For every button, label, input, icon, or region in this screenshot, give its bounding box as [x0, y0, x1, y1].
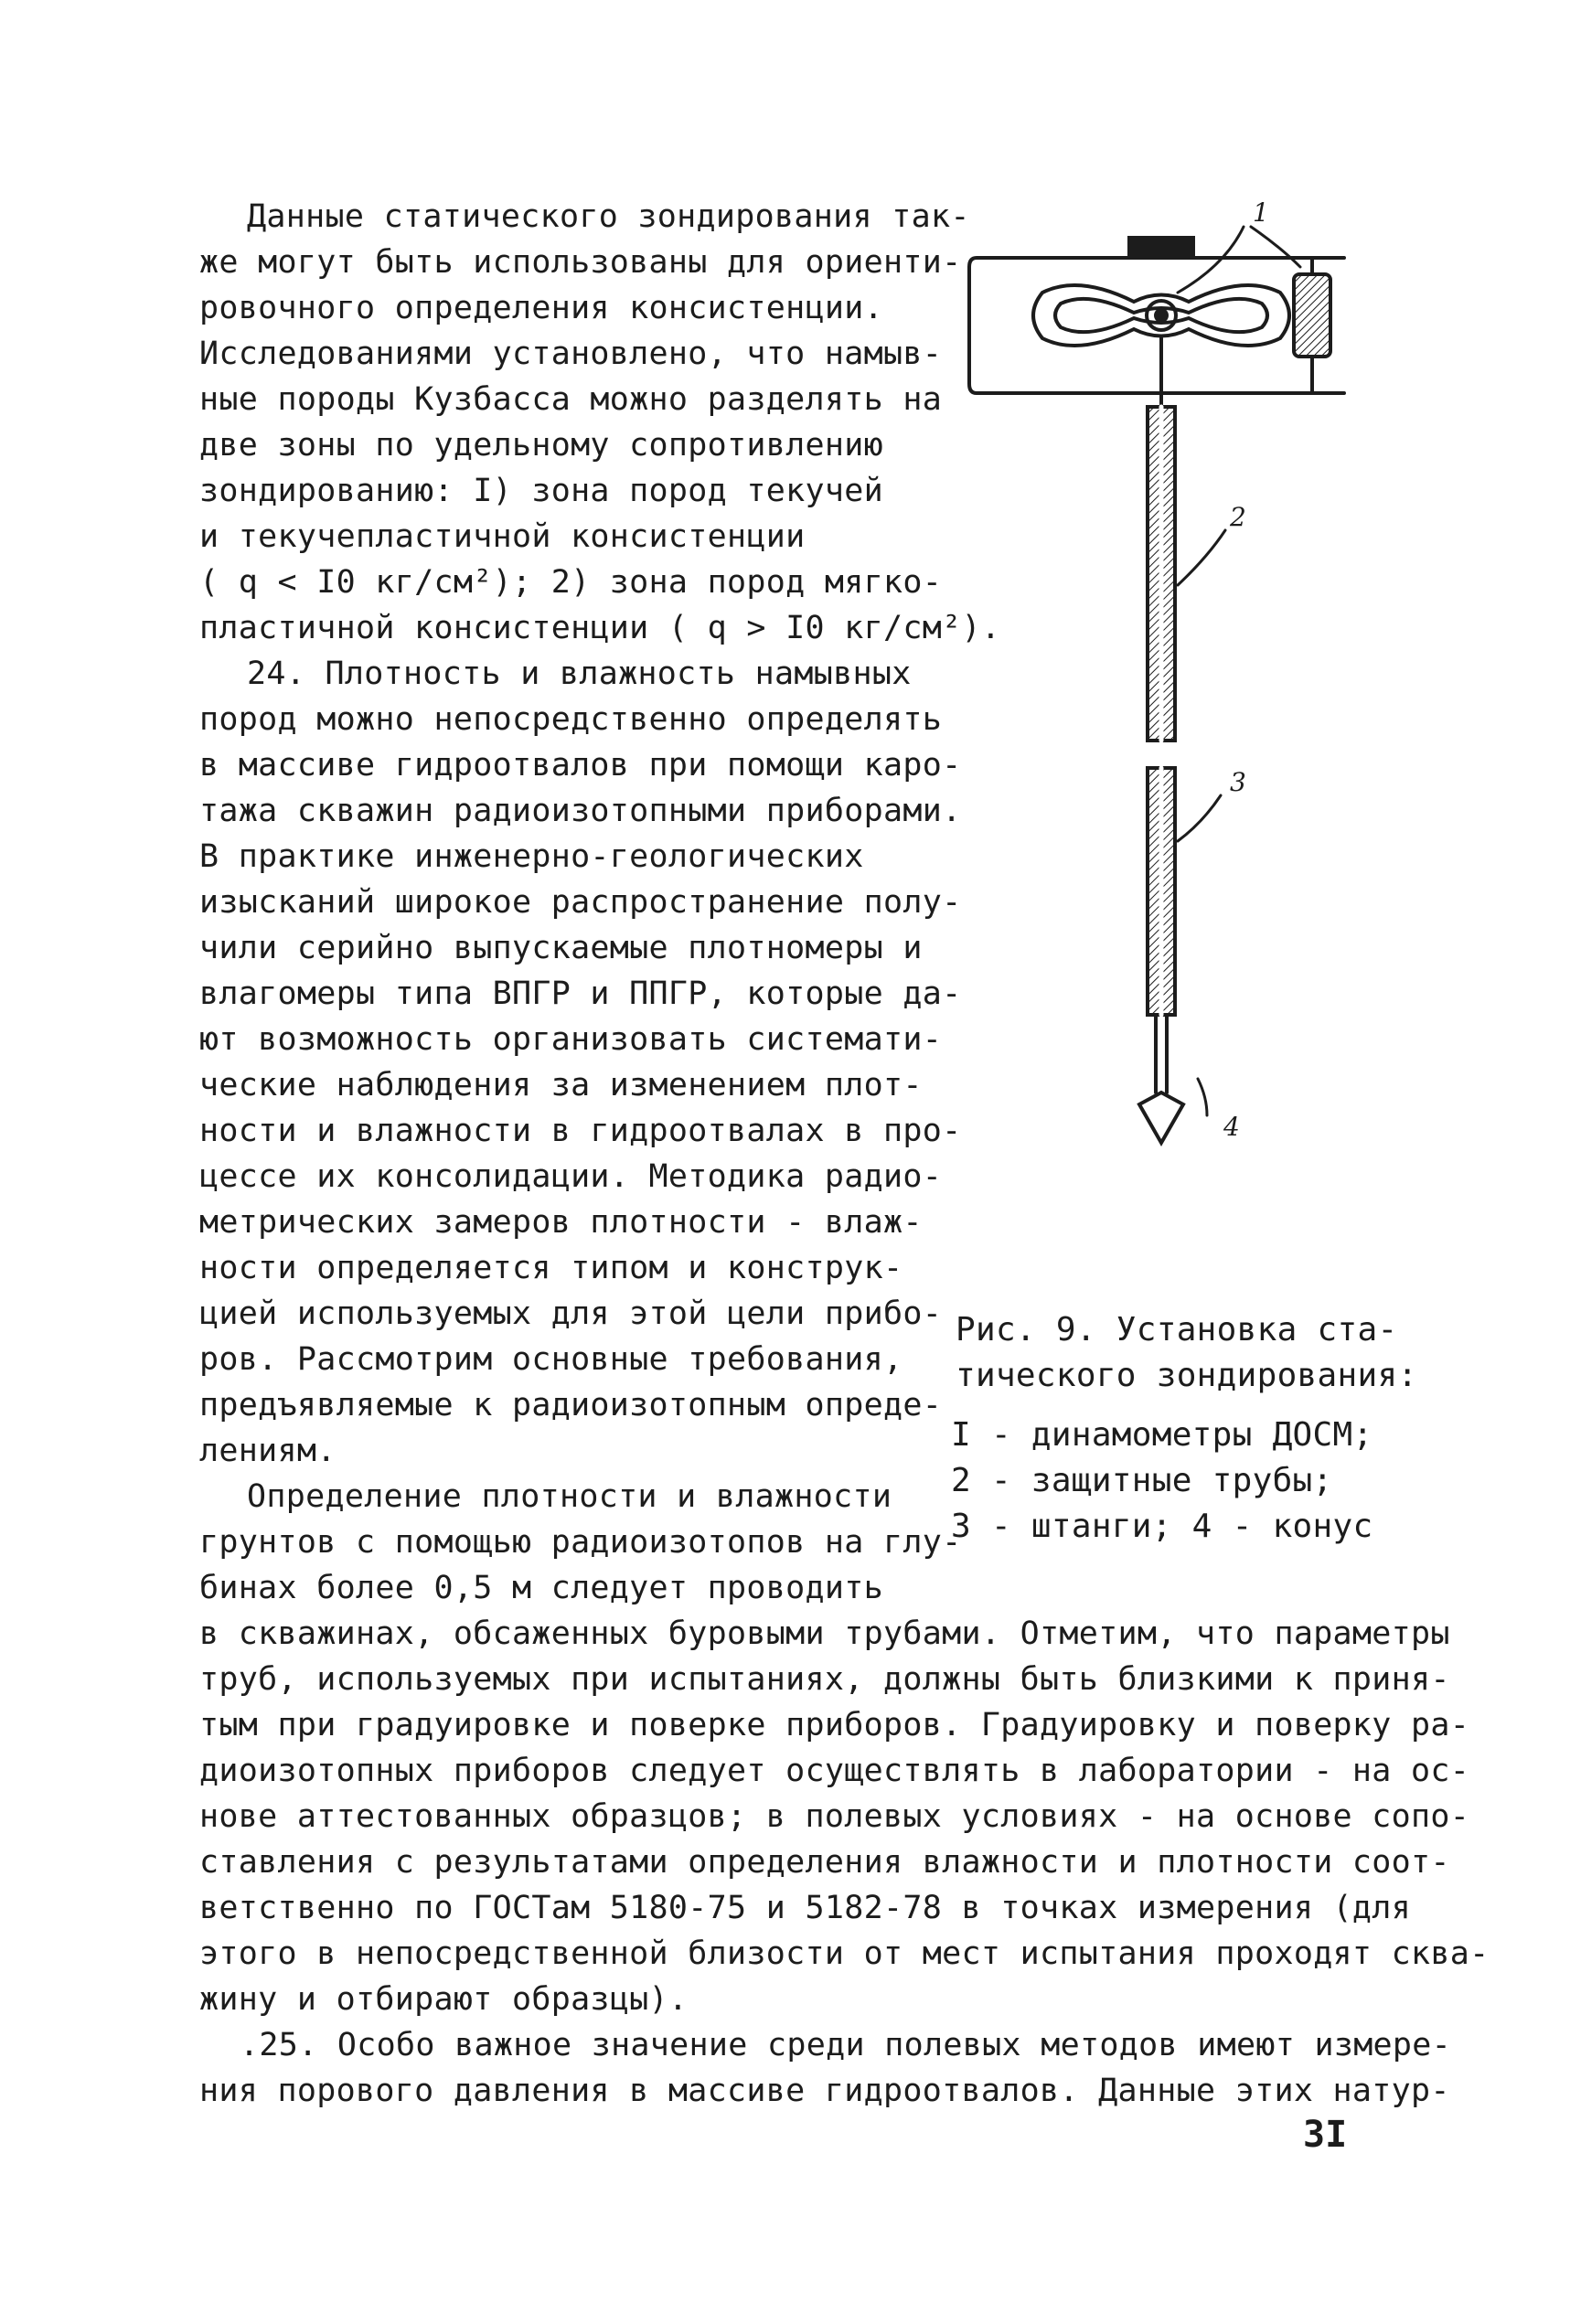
- text-line: пород можно непосредственно определять: [199, 701, 943, 738]
- text-line: ров. Рассмотрим основные требования,: [199, 1341, 903, 1378]
- leader-3: [1178, 795, 1221, 841]
- text-line: ности определяется типом и конструк-: [199, 1250, 903, 1286]
- text-line: влагомеры типа ВПГР и ППГР, которые да-: [199, 975, 962, 1012]
- text-line: ют возможность организовать системати-: [199, 1021, 943, 1058]
- text-line: этого в непосредственной близости от мест испытания проходят сква-: [199, 1935, 1490, 1972]
- leader-2: [1178, 530, 1225, 585]
- figure-label-1: 1: [1253, 201, 1269, 228]
- text-line: предъявляемые к радиоизотопным опреде-: [199, 1387, 943, 1423]
- text-line: Определение плотности и влажности: [247, 1478, 892, 1515]
- text-line: тажа скважин радиоизотопными приборами.: [199, 793, 962, 829]
- text-line: цессе их консолидации. Методика радио-: [199, 1158, 943, 1195]
- caption-line: Рис. 9. Установка ста-: [956, 1311, 1398, 1349]
- legend-line: I - динамометры ДОСМ;: [951, 1416, 1373, 1454]
- text-line: цией используемых для этой цели прибо-: [199, 1295, 943, 1332]
- text-line: же могут быть использованы для ориенти-: [199, 244, 962, 281]
- text-line: 24. Плотность и влажность намывных: [247, 656, 912, 692]
- text-line: Исследованиями установлено, что намыв-: [199, 336, 943, 372]
- leader-4: [1198, 1079, 1207, 1115]
- text-line: лениям.: [199, 1433, 336, 1469]
- text-line: в скважинах, обсаженных буровыми трубами. Отметим, что параметры: [199, 1615, 1450, 1652]
- text-line: ческие наблюдения за изменением плот-: [199, 1067, 923, 1103]
- text-line: .25. Особо важное значение среди полевых методов имеют измере-: [240, 2027, 1452, 2063]
- leader-1b: [1251, 227, 1300, 267]
- text-line: две зоны по удельному сопротивлению: [199, 427, 884, 464]
- text-line: нове аттестованных образцов; в полевых условиях - на основе сопо-: [199, 1798, 1470, 1835]
- page-number: 3I: [1303, 2114, 1348, 2156]
- text-line: зондированию: I) зона пород текучей: [199, 473, 884, 509]
- text-line: метрических замеров плотности - влаж-: [199, 1204, 923, 1241]
- text-line: жину и отбирают образцы).: [199, 1981, 689, 2018]
- text-line: бинах более 0,5 м следует проводить: [199, 1570, 884, 1606]
- text-line: тым при градуировке и поверке приборов. Градуировку и поверку ра-: [199, 1707, 1470, 1743]
- text-line: ( q < I0 кг/см²); 2) зона пород мягко-: [199, 564, 943, 601]
- figure-label-4: 4: [1223, 1112, 1240, 1142]
- text-line: труб, используемых при испытаниях, должны быть близкими к приня-: [199, 1661, 1450, 1698]
- text-line: ные породы Кузбасса можно разделять на: [199, 381, 943, 418]
- text-line: и текучепластичной консистенции: [199, 518, 806, 555]
- text-line: изысканий широкое распространение полу-: [199, 884, 962, 921]
- legend-line: 3 - штанги; 4 - конус: [951, 1508, 1373, 1545]
- text-line: ния порового давления в массиве гидроотвалов. Данные этих натур-: [199, 2073, 1450, 2109]
- text-line: Данные статического зондирования так-: [247, 198, 970, 235]
- text-line: ставления с результатами определения влажности и плотности соот-: [199, 1844, 1450, 1881]
- text-line: ровочного определения консистенции.: [199, 290, 884, 326]
- side-dynamometer: [1294, 274, 1330, 357]
- text-line: ности и влажности в гидроотвалах в про-: [199, 1113, 962, 1149]
- legend-line: 2 - защитные трубы;: [951, 1462, 1333, 1499]
- text-line: диоизотопных приборов следует осуществлять в лаборатории - на ос-: [199, 1753, 1470, 1789]
- cone: [1139, 1093, 1183, 1143]
- text-line: В практике инженерно-геологических: [199, 838, 864, 875]
- figure-label-2: 2: [1230, 502, 1246, 532]
- text-line: пластичной консистенции ( q > I0 кг/см²).: [199, 610, 1001, 646]
- caption-line: тического зондирования:: [956, 1357, 1418, 1394]
- figure-label-3: 3: [1230, 767, 1246, 797]
- static-probing-figure: [933, 201, 1408, 1262]
- text-line: в массиве гидроотвалов при помощи каро-: [199, 747, 962, 784]
- text-line: чили серийно выпускаемые плотномеры и: [199, 930, 923, 966]
- dynamometer-center: [1156, 310, 1167, 321]
- text-line: ветственно по ГОСТам 5180-75 и 5182-78 в точках измерения (для: [199, 1890, 1412, 1926]
- text-line: грунтов с помощью радиоизотопов на глу-: [199, 1524, 962, 1561]
- top-cap: [1129, 238, 1193, 256]
